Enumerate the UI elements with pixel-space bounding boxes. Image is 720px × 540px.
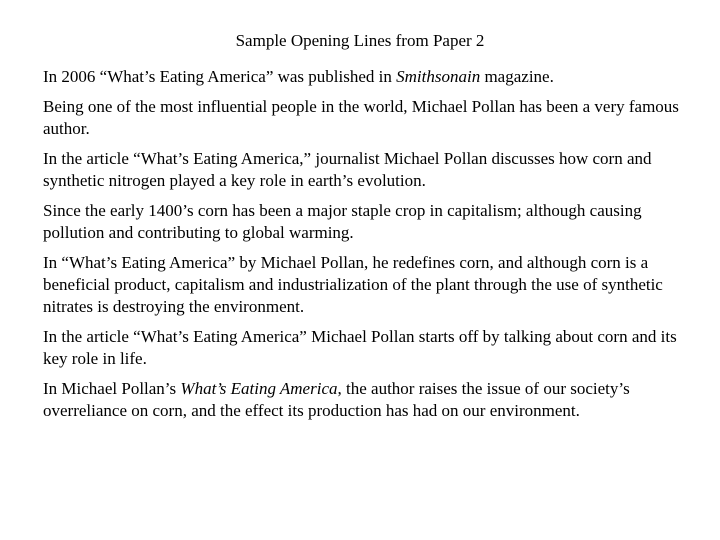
opening-line-7: [43, 378, 698, 422]
opening-line-3: In the article “What’s Eating America,” journalist Michael Pollan discusses how corn and synthetic nitrogen played a key role in earth’s evolution.: [43, 149, 652, 190]
opening-line-6: In the article “What’s Eating America” Michael Pollan starts off by talking about corn and its key role in life.: [43, 327, 677, 368]
slide-body: [43, 66, 698, 430]
opening-line-2: Being one of the most influential people in the world, Michael Pollan has been a very famous author.: [43, 97, 679, 138]
opening-line-1: [43, 66, 698, 88]
opening-line-7-text: In Michael Pollan’s: [43, 379, 181, 398]
opening-line-1-italic: Smithsonain: [396, 67, 481, 86]
opening-line-7-italic: What’s Eating America: [180, 379, 338, 398]
opening-line-4: Since the early 1400’s corn has been a major staple crop in capitalism; although causing pollution and contributing to global warming.: [43, 201, 642, 242]
opening-line-5: In “What’s Eating America” by Michael Pollan, he redefines corn, and although corn is a beneficial product, capitalism and industrialization of the plant through the use of synthetic nitrates is destroying the environment.: [43, 253, 663, 316]
opening-line-7-tail: , the author raises the issue of our society’s overreliance on corn, and the effect its production has had on our environment.: [43, 379, 630, 420]
opening-line-1-text: In 2006 “What’s Eating America” was published in: [43, 67, 397, 86]
opening-line-1-tail: magazine.: [480, 67, 554, 86]
slide-title: Sample Opening Lines from Paper 2: [235, 31, 485, 50]
